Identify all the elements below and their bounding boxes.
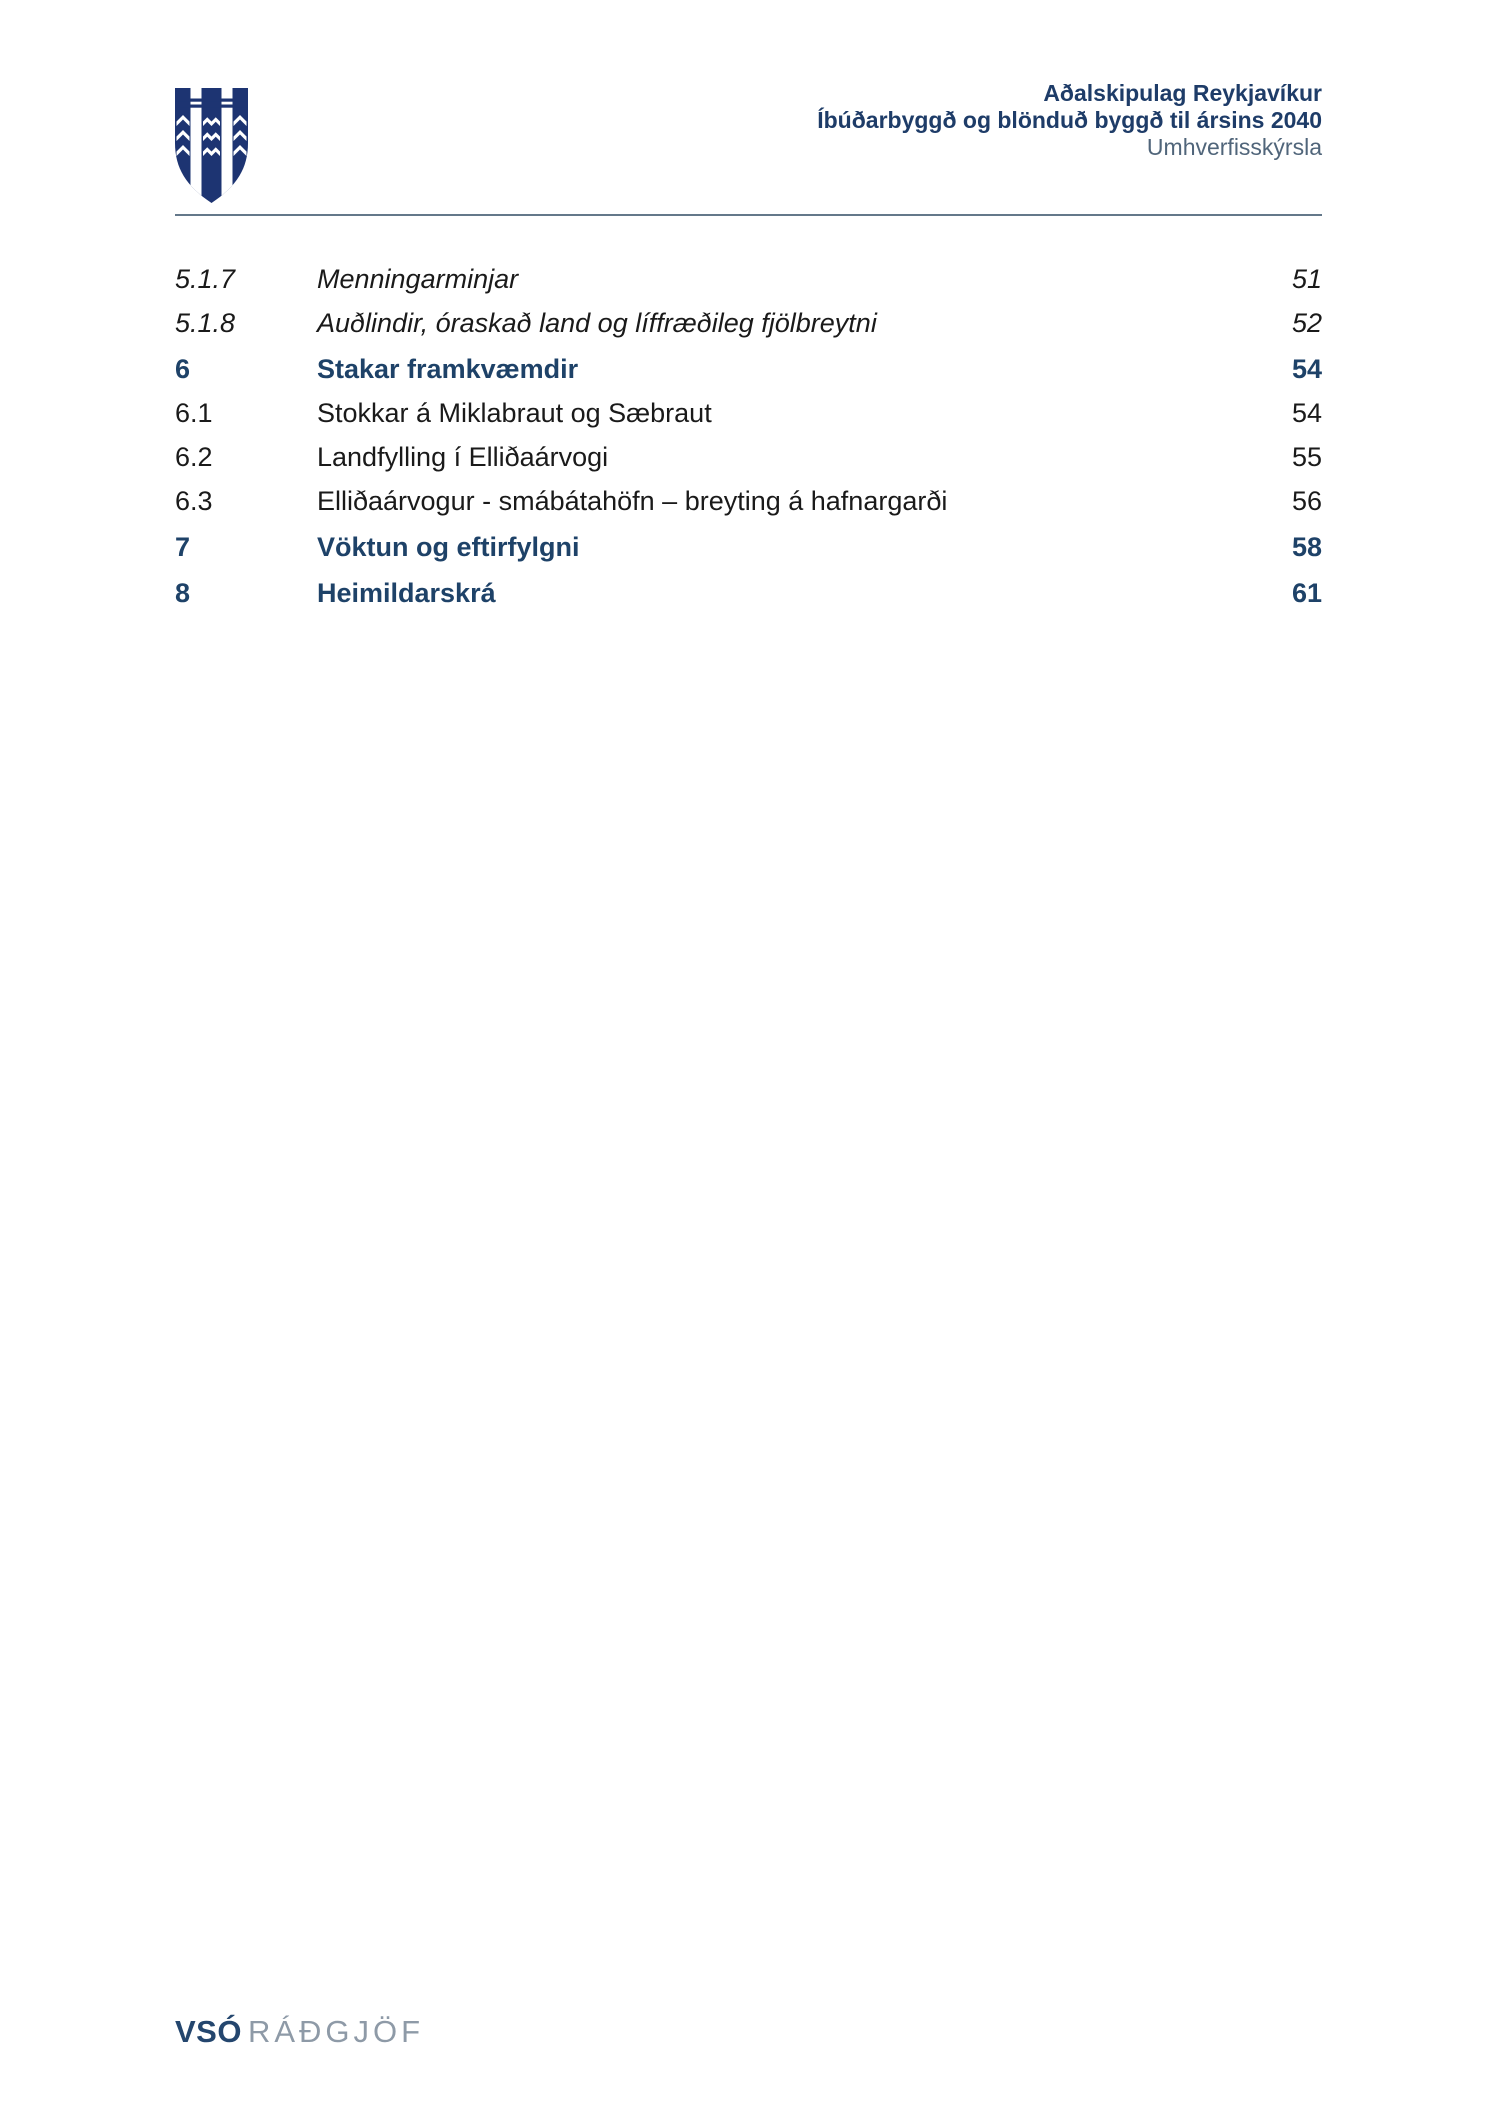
toc-entry-number: 8 [175, 578, 191, 608]
toc-entry-title: Stakar framkvæmdir [317, 354, 579, 384]
toc-row [175, 440, 1322, 474]
toc-entry-page: 56 [1291, 486, 1322, 516]
header-line-1: Aðalskipulag Reykjavíkur [1043, 80, 1322, 106]
brand-primary: VSÓ [175, 2014, 242, 2049]
toc-row [175, 306, 1322, 340]
table-of-contents [175, 262, 1322, 620]
document-header [817, 80, 1322, 161]
toc-row [175, 530, 1322, 564]
toc-entry-title: Menningarminjar [317, 264, 519, 294]
header-line-2: Íbúðarbyggð og blönduð byggð til ársins 2040 [817, 107, 1322, 133]
toc-entry-title: Vöktun og eftirfylgni [317, 532, 580, 562]
toc-entry-title: Landfylling í Elliðaárvogi [317, 442, 609, 472]
toc-entry-number: 6 [175, 354, 191, 384]
toc-entry-page: 51 [1291, 264, 1322, 294]
toc-entry-number: 7 [175, 532, 191, 562]
toc-entry-page: 52 [1291, 308, 1322, 338]
toc-entry-title: Heimildarskrá [317, 578, 496, 608]
toc-entry-page: 58 [1291, 532, 1322, 562]
toc-entry-page: 54 [1291, 398, 1322, 428]
toc-entry-number: 5.1.7 [175, 264, 236, 294]
brand-secondary: RÁÐGJÖF [247, 2014, 425, 2049]
header-line-3: Umhverfisskýrsla [1146, 134, 1322, 160]
toc-entry-title: Elliðaárvogur - smábátahöfn – breyting á hafnargarði [317, 486, 948, 516]
toc-row [175, 396, 1322, 430]
reykjavik-coat-of-arms-icon [175, 88, 248, 203]
toc-entry-number: 5.1.8 [175, 308, 236, 338]
toc-entry-number: 6.2 [175, 442, 213, 472]
toc-row [175, 262, 1322, 296]
toc-entry-page: 55 [1291, 442, 1322, 472]
toc-entry-number: 6.3 [175, 486, 213, 516]
toc-entry-number: 6.1 [175, 398, 213, 428]
toc-entry-page: 54 [1291, 354, 1322, 384]
header-divider [175, 214, 1322, 216]
toc-entry-title: Auðlindir, óraskað land og líffræðileg fjölbreytni [317, 308, 877, 338]
toc-row [175, 484, 1322, 518]
toc-row [175, 352, 1322, 386]
footer-brand [175, 2014, 424, 2050]
toc-entry-title: Stokkar á Miklabraut og Sæbraut [317, 398, 712, 428]
toc-entry-page: 61 [1291, 578, 1322, 608]
toc-row [175, 576, 1322, 610]
